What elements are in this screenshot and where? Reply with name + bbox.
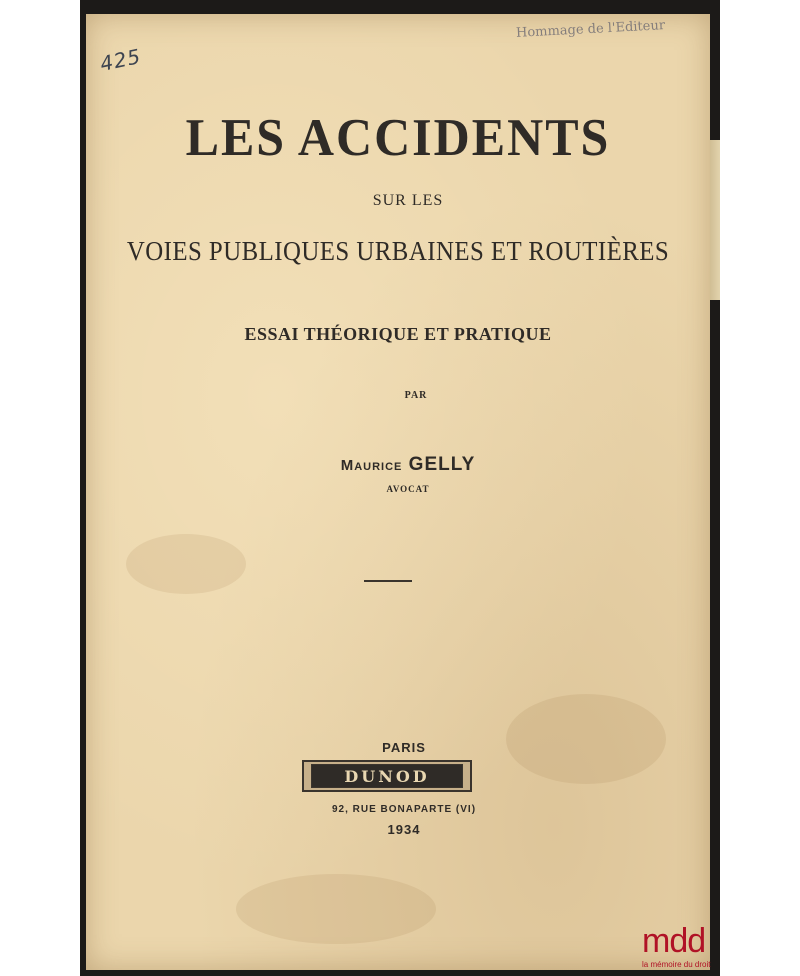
- publisher-stamp: Hommage de l'Editeur: [515, 18, 666, 41]
- by-label: PAR: [404, 390, 428, 401]
- title-connector: SUR LES: [372, 192, 444, 209]
- publication-year: 1934: [387, 822, 421, 837]
- publisher-address: 92, RUE BONAPARTE (VI): [331, 804, 477, 815]
- publication-city: PARIS: [382, 740, 426, 755]
- mdd-watermark-logo: [642, 924, 718, 974]
- paper-stain: [126, 534, 246, 594]
- mdd-logo-tagline: la mémoire du droit: [642, 960, 711, 969]
- handwritten-note: 425: [97, 43, 144, 77]
- paper-stain: [506, 694, 666, 784]
- publisher-logo-box: [302, 760, 472, 792]
- author-last-name: GELLY: [408, 454, 476, 475]
- paper-stain: [236, 874, 436, 944]
- author-first-name: Maurice: [340, 457, 403, 474]
- author-name: [96, 454, 720, 476]
- mdd-logo-mark: mdd: [642, 922, 706, 960]
- divider-rule: [364, 580, 412, 582]
- book-subtitle: VOIES PUBLIQUES URBAINES ET ROUTIÈRES: [126, 236, 670, 266]
- author-role: AVOCAT: [386, 484, 430, 494]
- essay-line: ESSAI THÉORIQUE ET PRATIQUE: [244, 324, 552, 344]
- publisher-name: DUNOD: [311, 764, 463, 788]
- book-title: LES ACCIDENTS: [185, 107, 611, 167]
